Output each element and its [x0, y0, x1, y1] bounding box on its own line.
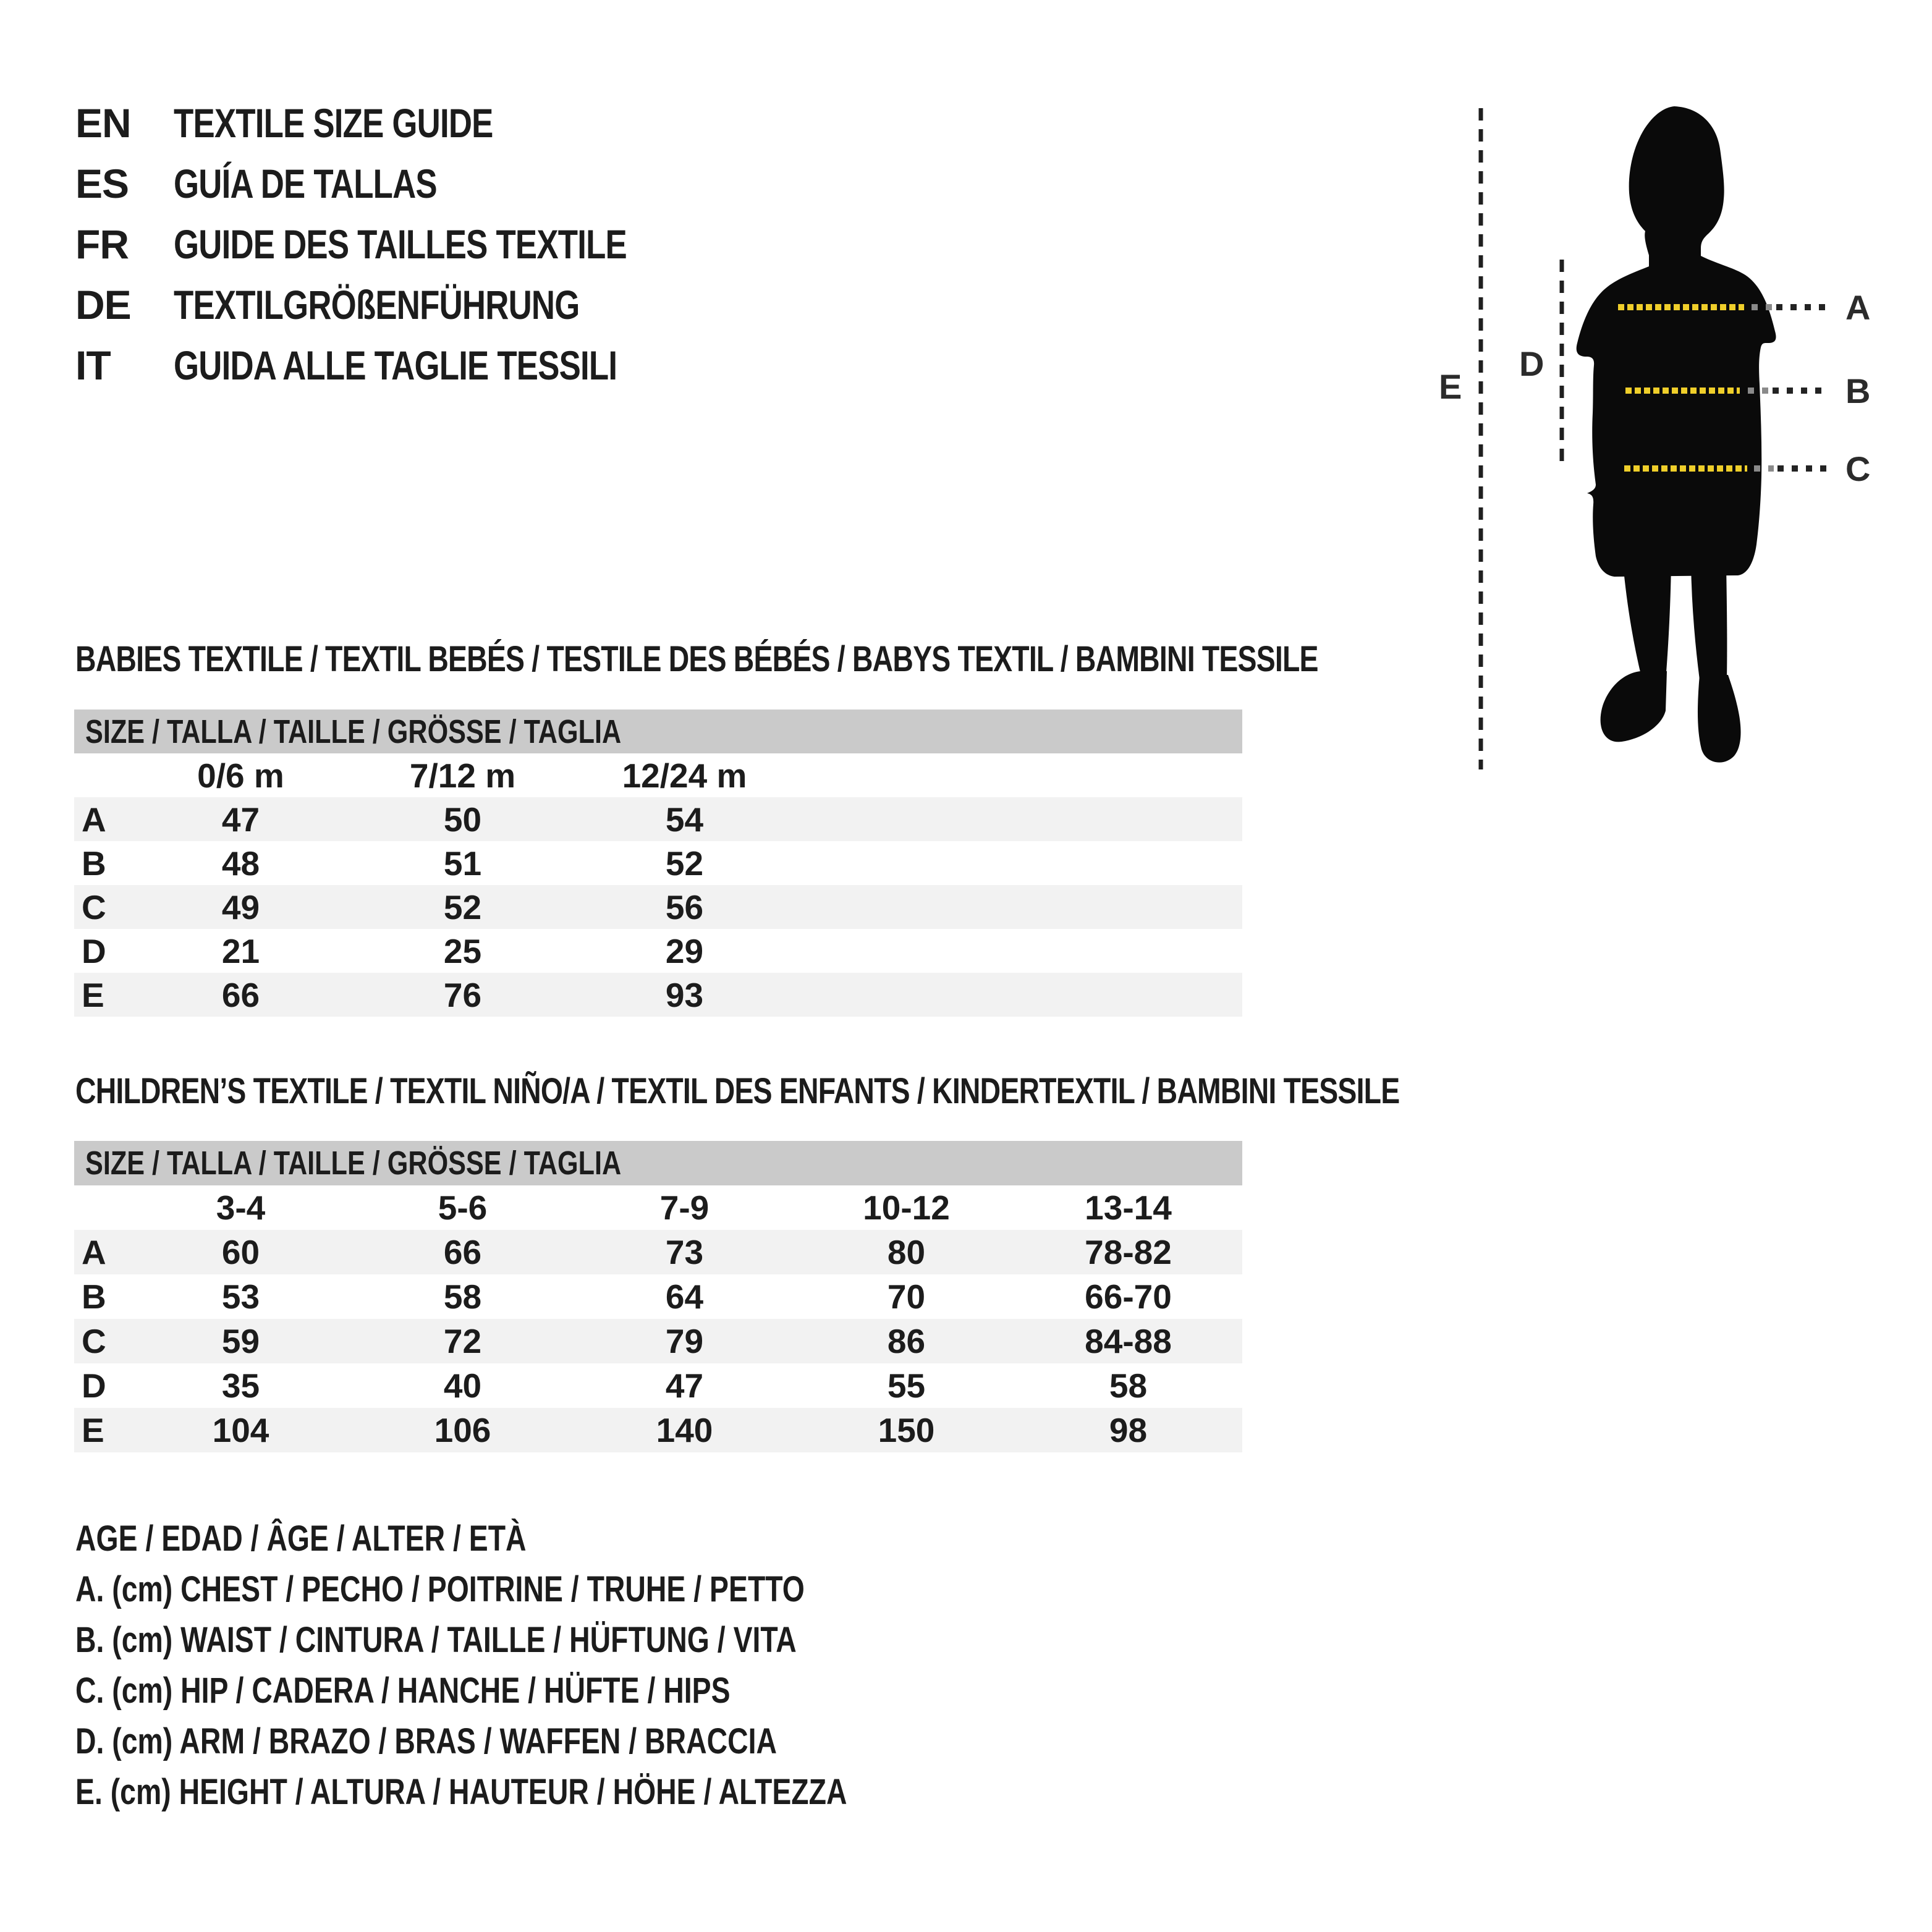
label-c-hip: C — [1845, 449, 1871, 488]
table-row — [74, 1230, 1242, 1274]
label-d-arm: D — [1519, 344, 1544, 383]
row-label: B — [82, 844, 106, 883]
cell-value: 59 — [221, 1322, 260, 1360]
cell-value: 78-82 — [1085, 1233, 1172, 1271]
cell-value: 58 — [1109, 1366, 1148, 1405]
cell-value: 29 — [665, 931, 704, 970]
row-label: C — [82, 888, 106, 926]
legend-text: C. (cm) HIP / CADERA / HANCHE / HÜFTE / HIPS — [75, 1670, 731, 1711]
column-header: 5-6 — [438, 1188, 488, 1227]
row-label: A — [82, 1233, 106, 1271]
legend-text: B. (cm) WAIST / CINTURA / TAILLE / HÜFTUNG / VITA — [75, 1619, 797, 1660]
cell-value: 72 — [443, 1322, 482, 1360]
babies-size-table — [74, 710, 1242, 1017]
cell-value: 150 — [878, 1411, 935, 1449]
cell-value: 52 — [665, 844, 704, 883]
language-code: EN — [75, 100, 131, 146]
language-row-fr — [75, 214, 740, 274]
cell-value: 54 — [665, 800, 704, 839]
legend-line-arm — [75, 1716, 1040, 1766]
cell-value: 86 — [887, 1322, 926, 1360]
column-header: 7-9 — [659, 1188, 710, 1227]
table-row — [74, 1408, 1242, 1452]
cell-value: 140 — [656, 1411, 713, 1449]
table-row — [74, 929, 1242, 973]
language-row-en — [75, 93, 740, 153]
legend-line-chest — [75, 1564, 1040, 1614]
cell-value: 35 — [221, 1366, 260, 1405]
label-b-waist: B — [1845, 371, 1871, 410]
row-label: D — [82, 1366, 106, 1405]
cell-value: 49 — [221, 888, 260, 926]
cell-value: 73 — [665, 1233, 704, 1271]
column-header: 0/6 m — [197, 756, 284, 795]
cell-value: 104 — [212, 1411, 269, 1449]
cell-value: 64 — [665, 1277, 704, 1316]
cell-value: 50 — [443, 800, 482, 839]
table-row — [74, 885, 1242, 929]
cell-value: 66 — [443, 1233, 482, 1271]
size-header-label: SIZE / TALLA / TAILLE / GRÖSSE / TAGLIA — [85, 1145, 622, 1182]
cell-value: 48 — [221, 844, 260, 883]
language-code: DE — [75, 282, 131, 328]
legend-text: D. (cm) ARM / BRAZO / BRAS / WAFFEN / BRACCIA — [75, 1721, 777, 1761]
cell-value: 66 — [221, 975, 260, 1014]
table-row — [74, 797, 1242, 841]
cell-value: 52 — [443, 888, 482, 926]
cell-value: 40 — [443, 1366, 482, 1405]
babies-table-header-band — [74, 710, 1242, 753]
cell-value: 51 — [443, 844, 482, 883]
row-label: B — [82, 1277, 106, 1316]
legend-line-waist — [75, 1614, 1040, 1665]
label-e-height: E — [1439, 367, 1462, 406]
children-section-title: CHILDREN’S TEXTILE / TEXTIL NIÑO/A / TEXTIL DES ENFANTS / KINDERTEXTIL / BAMBINI TESSILE — [75, 1071, 1400, 1111]
language-title: TEXTILGRÖßENFÜHRUNG — [174, 282, 580, 328]
size-header-label: SIZE / TALLA / TAILLE / GRÖSSE / TAGLIA — [85, 713, 622, 750]
cell-value: 47 — [665, 1366, 704, 1405]
column-header: 13-14 — [1085, 1188, 1172, 1227]
legend-text: E. (cm) HEIGHT / ALTURA / HAUTEUR / HÖHE / ALTEZZA — [75, 1771, 847, 1812]
cell-value: 98 — [1109, 1411, 1148, 1449]
table-row — [74, 1274, 1242, 1319]
language-title: GUIDA ALLE TAGLIE TESSILI — [174, 342, 617, 388]
language-title: GUIDE DES TAILLES TEXTILE — [174, 221, 627, 267]
row-label: E — [82, 1411, 104, 1449]
cell-value: 70 — [887, 1277, 926, 1316]
column-header: 10-12 — [863, 1188, 950, 1227]
legend-text: A. (cm) CHEST / PECHO / POITRINE / TRUHE / PETTO — [75, 1569, 805, 1609]
table-row — [74, 841, 1242, 885]
table-row — [74, 1363, 1242, 1408]
babies-section-title: BABIES TEXTILE / TEXTIL BEBÉS / TESTILE DES BÉBÉS / BABYS TEXTIL / BAMBINI TESSILE — [75, 639, 1318, 679]
cell-value: 58 — [443, 1277, 482, 1316]
children-table-header-band — [74, 1141, 1242, 1185]
cell-value: 60 — [221, 1233, 260, 1271]
cell-value: 79 — [665, 1322, 704, 1360]
label-a-chest: A — [1845, 288, 1871, 327]
language-row-es — [75, 153, 740, 214]
legend-line-hip — [75, 1665, 1040, 1716]
column-header: 12/24 m — [622, 756, 747, 795]
cell-value: 55 — [887, 1366, 926, 1405]
cell-value: 47 — [221, 800, 260, 839]
children-size-table — [74, 1141, 1242, 1452]
cell-value: 106 — [434, 1411, 491, 1449]
language-code: ES — [75, 161, 129, 206]
table-row — [74, 1319, 1242, 1363]
legend-line-height — [75, 1766, 1040, 1817]
child-measurement-diagram — [1428, 93, 1922, 785]
cell-value: 53 — [221, 1277, 260, 1316]
language-row-de — [75, 274, 740, 335]
cell-value: 56 — [665, 888, 704, 926]
row-label: C — [82, 1322, 106, 1360]
language-title: TEXTILE SIZE GUIDE — [174, 100, 493, 146]
language-code: IT — [75, 342, 111, 388]
cell-value: 25 — [443, 931, 482, 970]
cell-value: 76 — [443, 975, 482, 1014]
column-header: 7/12 m — [409, 756, 516, 795]
child-silhouette-icon — [1577, 106, 1776, 763]
language-title-list — [75, 93, 740, 396]
babies-column-header-row — [74, 753, 1242, 797]
row-label: A — [82, 800, 106, 839]
cell-value: 66-70 — [1085, 1277, 1172, 1316]
table-row — [74, 973, 1242, 1017]
cell-value: 21 — [221, 931, 260, 970]
language-code: FR — [75, 221, 129, 267]
measurement-legend — [75, 1513, 1040, 1817]
language-title: GUÍA DE TALLAS — [174, 161, 437, 206]
cell-value: 80 — [887, 1233, 926, 1271]
cell-value: 84-88 — [1085, 1322, 1172, 1360]
legend-text: AGE / EDAD / ÂGE / ALTER / ETÀ — [75, 1518, 527, 1559]
row-label: D — [82, 931, 106, 970]
column-header: 3-4 — [216, 1188, 266, 1227]
cell-value: 93 — [665, 975, 704, 1014]
row-label: E — [82, 975, 104, 1014]
legend-line-age — [75, 1513, 1040, 1564]
language-row-it — [75, 335, 740, 396]
children-column-header-row — [74, 1185, 1242, 1230]
